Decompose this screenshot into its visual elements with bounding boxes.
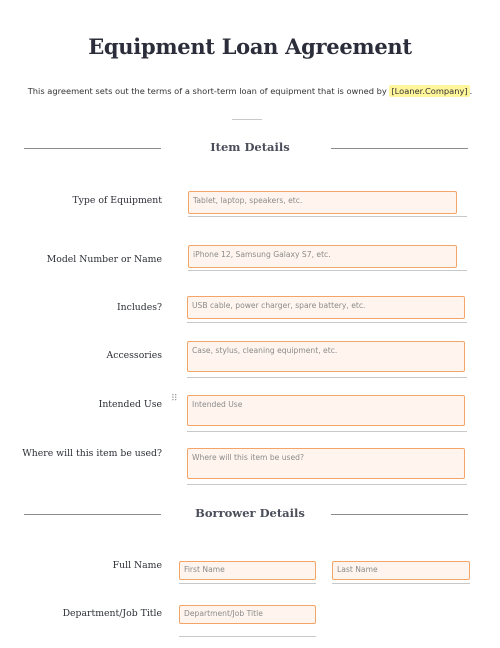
field-underline <box>187 484 467 485</box>
field-underline <box>332 583 470 584</box>
field-underline <box>179 636 316 637</box>
page-title: Equipment Loan Agreement <box>88 34 412 59</box>
field-underline <box>187 377 467 378</box>
accessories-input[interactable]: Case, stylus, cleaning equipment, etc. <box>187 341 465 372</box>
first-name-input[interactable]: First Name <box>179 561 316 580</box>
intro-before: This agreement sets out the terms of a short-term loan of equipment that is owned by <box>27 86 387 96</box>
intro-text <box>0 86 500 96</box>
loaner-company-placeholder[interactable]: [Loaner.Company] <box>391 86 468 96</box>
department-label: Department/Job Title <box>62 608 162 619</box>
department-input[interactable]: Department/Job Title <box>179 605 316 624</box>
intended-use-label: Intended Use <box>98 399 162 410</box>
field-underline <box>187 322 467 323</box>
type-of-equipment-input[interactable]: Tablet, laptop, speakers, etc. <box>188 191 457 214</box>
drag-handle-icon[interactable]: ⠿ <box>171 394 178 404</box>
intended-use-input[interactable]: Intended Use <box>187 395 465 426</box>
field-underline <box>179 583 316 584</box>
section-item-details <box>0 139 500 159</box>
section-rule-right <box>331 148 468 149</box>
model-input[interactable]: iPhone 12, Samsung Galaxy S7, etc. <box>188 245 457 268</box>
full-name-label: Full Name <box>112 560 162 571</box>
intro-after: . <box>469 86 473 96</box>
section-title: Borrower Details <box>195 506 305 520</box>
type-of-equipment-label: Type of Equipment <box>72 195 162 206</box>
includes-label: Includes? <box>116 302 162 313</box>
section-title: Item Details <box>210 140 290 154</box>
model-label: Model Number or Name <box>46 254 162 265</box>
where-used-input[interactable]: Where will this item be used? <box>187 448 465 479</box>
where-used-label: Where will this item be used? <box>22 448 162 459</box>
section-borrower-details <box>0 505 500 525</box>
accessories-label: Accessories <box>106 350 162 361</box>
field-underline <box>188 270 467 271</box>
field-underline <box>187 431 467 432</box>
last-name-input[interactable]: Last Name <box>332 561 470 580</box>
divider <box>232 119 262 120</box>
field-underline <box>188 216 467 217</box>
section-rule-right <box>331 514 468 515</box>
includes-input[interactable]: USB cable, power charger, spare battery, etc. <box>187 296 465 319</box>
